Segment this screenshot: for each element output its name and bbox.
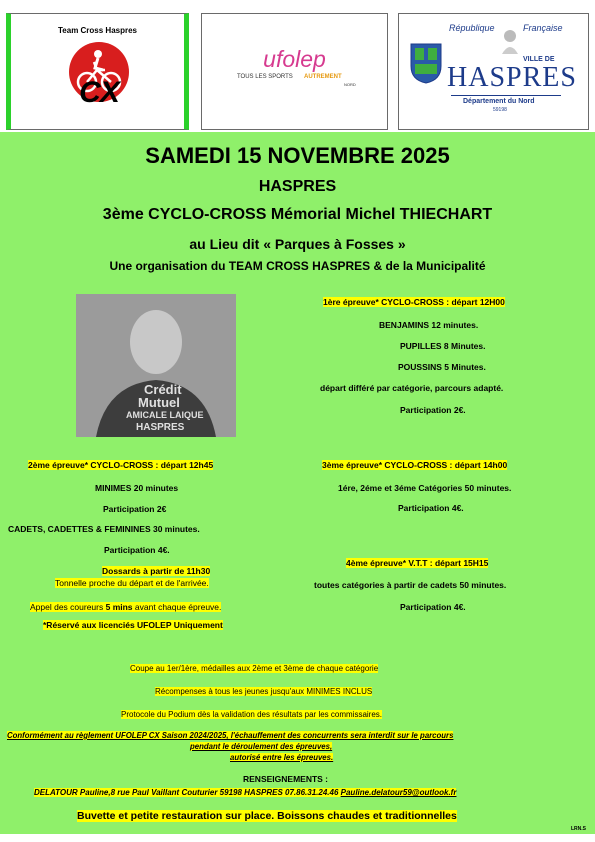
portrait-photo (76, 294, 236, 437)
reglement-line-2: pendant le déroulement des épreuves, (190, 742, 333, 751)
team-logo-title: Team Cross Haspres (58, 26, 137, 35)
photo-caption-4: HASPRES (136, 422, 185, 433)
ufolep-logo (201, 13, 388, 130)
epreuve-4-line: toutes catégories à partir de cadets 50 minutes. (314, 580, 507, 590)
ufolep-name: ufolep (263, 46, 326, 72)
epreuve-2-line: Participation 2€ (103, 504, 167, 514)
reserve-info: *Réservé aux licenciés UFOLEP Uniquement (43, 620, 223, 630)
contact-email-link[interactable]: Pauline.delatour59@outlook.fr (340, 788, 457, 797)
ufolep-tagline-2: AUTREMENT (304, 74, 342, 80)
team-cross-logo (6, 13, 189, 130)
epreuve-2-line: Participation 4€. (104, 545, 170, 555)
epreuve-4-title: 4ème épreuve* V.T.T : départ 15H15 (346, 558, 489, 568)
recompenses-info: Récompenses à tous les jeunes jusqu'aux MINIMES INCLUS (155, 687, 373, 696)
epreuve-3-line: 1ére, 2éme et 3éme Catégories 50 minutes. (338, 483, 512, 493)
epreuve-1-line: départ différé par catégorie, parcours adapté. (320, 383, 504, 393)
reglement-line-3: autorisé entre les épreuves. (230, 753, 334, 762)
appel-info: Appel des coureurs 5 mins avant chaque épreuve. (30, 602, 222, 612)
event-place: au Lieu dit « Parques à Fosses » (189, 236, 406, 252)
francaise-label: Française (523, 23, 563, 33)
haspres-logo (398, 13, 589, 130)
photo-caption-1: Crédit (144, 382, 182, 397)
epreuve-1-line: PUPILLES 8 Minutes. (400, 341, 486, 351)
reglement-line-1: Conformément au règlement UFOLEP CX Saison 2024/2025, l'échauffement des concurrents sera interdit sur le parcours (7, 731, 454, 740)
epreuve-1-line: POUSSINS 5 Minutes. (398, 362, 486, 372)
protocole-info: Protocole du Podium dès la validation des résultats par les commissaires. (121, 710, 383, 719)
event-organisation: Une organisation du TEAM CROSS HASPRES & de la Municipalité (109, 259, 486, 273)
logo-divider (451, 95, 561, 96)
epreuve-4-line: Participation 4€. (400, 602, 466, 612)
epreuve-2-line: CADETS, CADETTES & FEMININES 30 minutes. (8, 524, 200, 534)
coupe-info: Coupe au 1er/1ère, médailles aux 2ème et 3ème de chaque catégorie (130, 664, 379, 673)
signature: LRN.S (571, 826, 586, 832)
epreuve-2-line: MINIMES 20 minutes (95, 483, 179, 493)
epreuve-3-title: 3ème épreuve* CYCLO-CROSS : départ 14h00 (322, 460, 508, 470)
event-date: SAMEDI 15 NOVEMBRE 2025 (145, 143, 450, 168)
tonnelle-info: Tonnelle proche du départ et de l'arrivée. (55, 578, 209, 588)
epreuve-1-title: 1ère épreuve* CYCLO-CROSS : départ 12H00 (323, 297, 505, 307)
renseignements-label: RENSEIGNEMENTS : (243, 774, 329, 784)
logo-bar (0, 13, 595, 132)
epreuve-1-line: Participation 2€. (400, 405, 466, 415)
event-town: HASPRES (258, 178, 337, 195)
cx-mark: CX (79, 76, 119, 109)
epreuve-3-line: Participation 4€. (398, 503, 464, 513)
epreuve-1-line: BENJAMINS 12 minutes. (379, 320, 479, 330)
photo-caption-2: Mutuel (138, 395, 180, 410)
buvette-info: Buvette et petite restauration sur place. Boissons chaudes et traditionnelles (77, 810, 457, 822)
dossards-info: Dossards à partir de 11h30 (102, 566, 211, 576)
haspres-name: HASPRES (447, 62, 577, 93)
coat-of-arms-icon (409, 42, 443, 84)
ufolep-tagline-1: TOUS LES SPORTS (237, 74, 293, 80)
photo-caption-3: AMICALE LAIQUE (126, 410, 204, 420)
ville-de-label: VILLE DE (523, 56, 555, 63)
republique-label: République (449, 23, 495, 33)
ufolep-region: NORD (344, 82, 356, 87)
event-title: 3ème CYCLO-CROSS Mémorial Michel THIECHART (102, 206, 493, 223)
contact-info: DELATOUR Pauline,8 rue Paul Vaillant Couturier 59198 HASPRES 07.86.31.24.46 Pauline.delatour59@outlook.fr (34, 788, 457, 797)
postal-code: 59198 (493, 107, 507, 113)
epreuve-2-title: 2ème épreuve* CYCLO-CROSS : départ 12h45 (28, 460, 214, 470)
departement-label: Département du Nord (463, 98, 535, 105)
marianne-icon (499, 28, 521, 56)
